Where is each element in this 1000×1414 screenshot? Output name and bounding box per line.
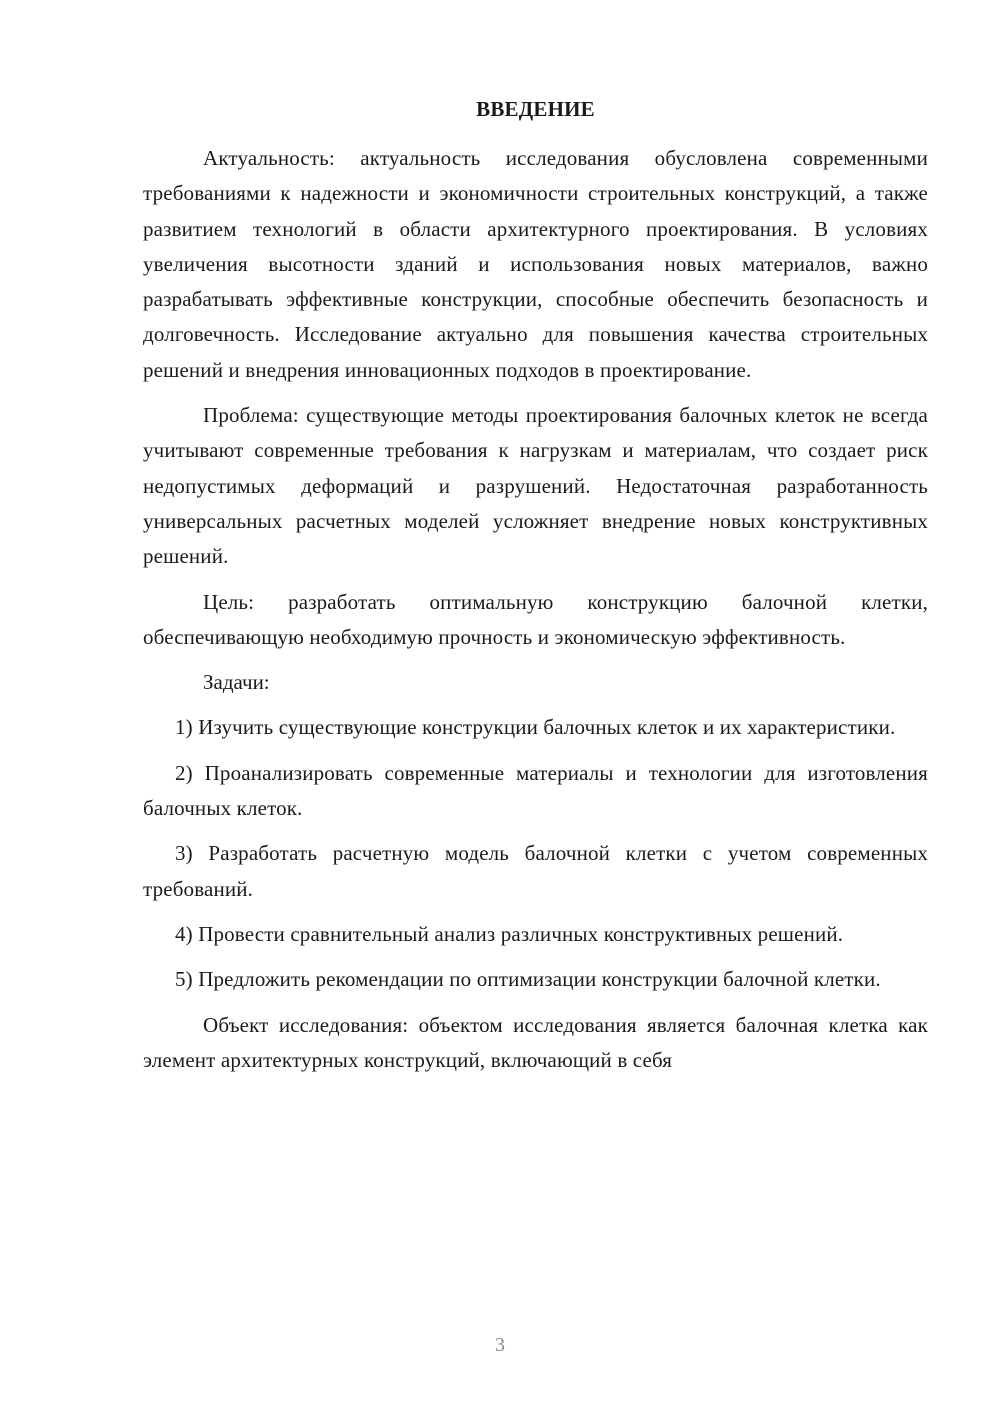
list-item: 3) Разработать расчетную модель балочной клетки с учетом современных требований. xyxy=(143,841,928,901)
paragraph-object: Объект исследования: объектом исследования является балочная клетка как элемент архитектурных конструкций, включающий в себя xyxy=(143,1012,928,1072)
paragraph-problem: Проблема: существующие методы проектирования балочных клеток не всегда учитывают современные требования к нагрузкам и материалам, что создает риск недопустимых деформаций и разрушений. Недостаточная разработанность универсальных расчетных моделей усложняет внедрение новых конструктивных решений. xyxy=(143,403,928,569)
list-item: 1) Изучить существующие конструкции балочных клеток и их характеристики. xyxy=(175,715,896,740)
list-item: 2) Проанализировать современные материалы и технологии для изготовления балочных клеток. xyxy=(143,760,928,821)
page-number: 3 xyxy=(495,1334,505,1356)
tasks-list xyxy=(143,710,928,997)
list-item: 5) Предложить рекомендации по оптимизации конструкции балочной клетки. xyxy=(175,967,881,992)
list-item: 4) Провести сравнительный анализ различных конструктивных решений. xyxy=(175,921,844,946)
paragraph-goal: Цель: разработать оптимальную конструкцию балочной клетки, обеспечивающую необходимую прочность и экономическую эффективность. xyxy=(143,589,928,649)
document-page xyxy=(143,92,928,1078)
section-heading: ВВЕДЕНИЕ xyxy=(476,97,595,121)
paragraph-relevance: Актуальность: актуальность исследования обусловлена современными требованиями к надежности и экономичности строительных конструкций, а также развитием технологий в области архитектурного проектирования. В условиях увеличения высотности зданий и использования новых материалов, важно разрабатывать эффективные конструкции, способные обеспечить безопасность и долговечность. Исследование актуально для повышения качества строительных решений и внедрения инновационных подходов в проектирование. xyxy=(143,146,928,382)
tasks-label: Задачи: xyxy=(203,670,270,695)
